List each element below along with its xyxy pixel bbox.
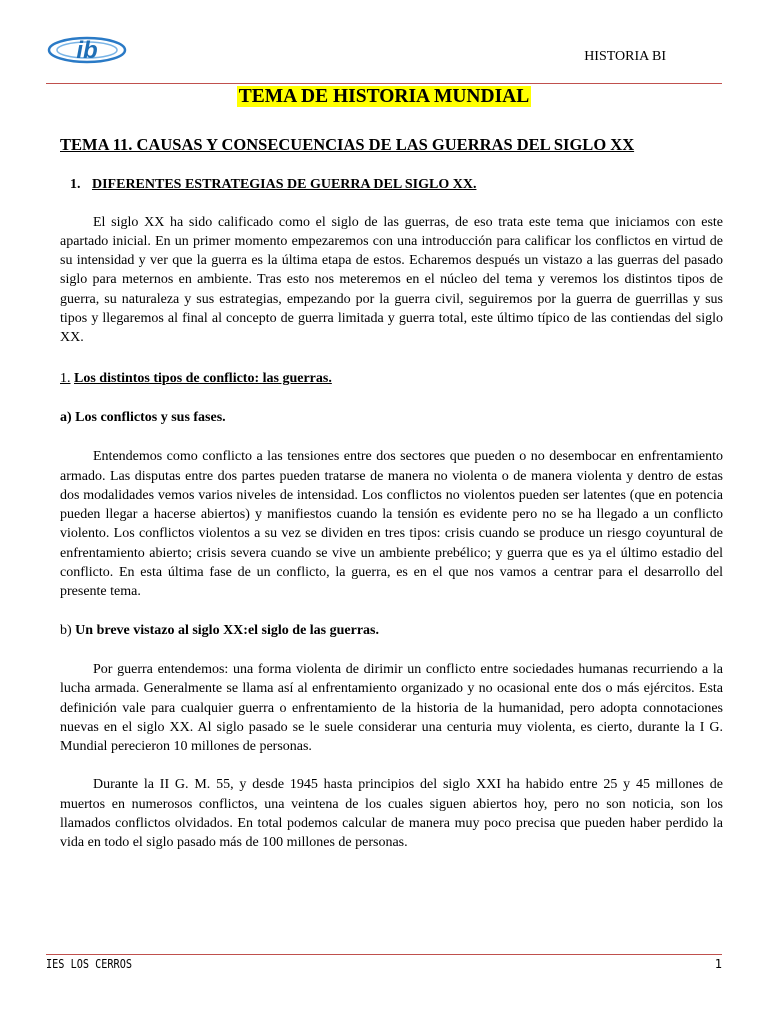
subsection-heading-a: a) Los conflictos y sus fases. (60, 409, 226, 425)
page-number: 1 (714, 957, 722, 971)
footer-divider (46, 954, 722, 955)
page-title-text: TEMA DE HISTORIA MUNDIAL (238, 86, 530, 107)
document-body (60, 135, 723, 853)
subsection-heading-1 (60, 369, 723, 388)
header-divider (46, 83, 722, 84)
subsection-title: Los distintos tipos de conflicto: las guerras. (74, 370, 332, 386)
footer (46, 957, 722, 971)
ib-logo (46, 33, 128, 67)
section-number: 1. (70, 177, 81, 193)
paragraph-conflicts: Entendemos como conflicto a las tensiones entre dos sectores que pueden o no desembocar en enfrentamiento armado. Las disputas entre dos partes pueden tratarse de manera no violenta o de manera violenta y dentro de estas dos modalidades vemos varios niveles de intensidad. Los conflictos no violentos pueden ser latentes (que en potencia pueden llegar a hacerse abiertos) y manifiestos cuando la tensión es evidente pero no se ha llegado a un conflicto violento. Los conflictos violentos a su vez se dividen en tres tipos: crisis cuando se produce un riesgo coyuntural de enfrentamiento abierto; crisis severa cuando se vive un ambiente prebélico; y guerra que es ya el último estadio del conflicto. En esta última fase de un conflicto, la guerra, es en el que nos vamos a centrar para el desarrollo del presente tema. (60, 449, 723, 600)
header-subject: HISTORIA BI (584, 49, 666, 64)
footer-school: IES LOS CERROS (46, 957, 132, 971)
subsection-b-title: Un breve vistazo al siglo XX:el siglo de las guerras. (75, 622, 380, 638)
subsection-heading-b (60, 621, 723, 640)
paragraph-casualties: Durante la II G. M. 55, y desde 1945 hasta principios del siglo XXI ha habido entre 25 y 45 millones de muertos en numerosos conflictos, una veintena de los cuales siguen abiertos hoy, pero no son noticia, son los llamados conflictos olvidados. En total podemos calcular de manera muy poco precisa que pueden haber perdido la vida en todo el siglo pasado más de 100 millones de personas. (60, 777, 723, 851)
section-heading (70, 175, 723, 194)
logo-text: ib (76, 37, 98, 64)
subsection-number: 1. (60, 370, 71, 386)
tema-heading: TEMA 11. CAUSAS Y CONSECUENCIAS DE LAS GUERRAS DEL SIGLO XX (60, 135, 635, 154)
section-title: DIFERENTES ESTRATEGIAS DE GUERRA DEL SIGLO XX. (92, 177, 477, 193)
page-title (0, 86, 768, 108)
subsection-prefix: b) (60, 622, 72, 638)
paragraph-war-definition: Por guerra entendemos: una forma violenta de dirimir un conflicto entre sociedades humanas recurriendo a la lucha armada. Generalmente se llama así al enfrentamiento organizado y no ocasional ente dos o más ejércitos. Esta definición vale para cualquier guerra o enfrentamiento de la historia de la humanidad, pero adopta connotaciones nuevas en el siglo XX. Al siglo pasado se le suele considerar una centuria muy violenta, es cierto, durante la I G. Mundial perecieron 10 millones de personas. (60, 661, 723, 755)
intro-paragraph: El siglo XX ha sido calificado como el siglo de las guerras, de eso trata este tema que iniciamos con este apartado inicial. En un primer momento empezaremos con una introducción para calificar los conflictos en virtud de su intensidad y ver que la guerra es la última etapa de estos. Echaremos después un vistazo a las guerras del pasado siglo para meternos en ambiente. Tras esto nos meteremos en el núcleo del tema y veremos los distintos tipos de guerra, su naturaleza y sus estrategias, empezando por la guerra civil, seguiremos por la guerra de guerrillas y sus tipos y llegaremos al final al concepto de guerra limitada y guerra total, este último típico de las contiendas del siglo XX. (60, 214, 723, 346)
